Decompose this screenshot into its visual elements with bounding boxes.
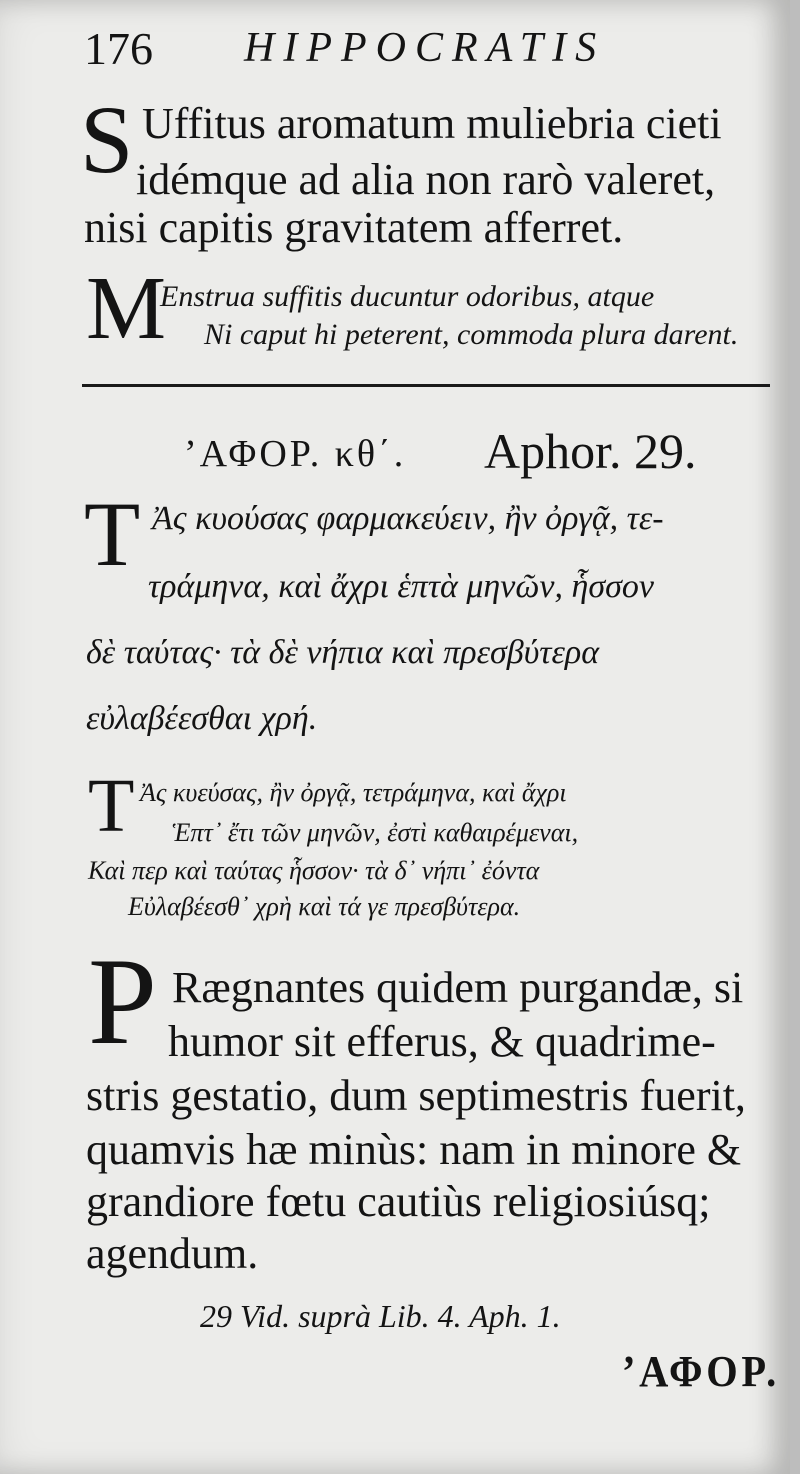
latin-line-3: nisi capitis gravitatem afferret. — [84, 203, 624, 252]
catchword: ʼΑΦΟΡ. — [622, 1347, 780, 1396]
aphorism-heading-greek: ʼΑΦΟΡ. κθ΄. — [184, 433, 407, 475]
drop-cap-t-greek: T — [84, 483, 141, 585]
drop-cap-s: S — [80, 86, 134, 193]
drop-cap-t-verse: T — [88, 764, 135, 848]
drop-cap-p: P — [88, 933, 157, 1070]
greek-line-4: εὐλαβέεσθαι χρή. — [86, 700, 318, 737]
verse-line-1: Enstrua suffitis ducuntur odoribus, atque — [160, 280, 655, 313]
latin-line-1: Uffitus aromatum muliebria cieti — [142, 99, 722, 148]
running-head: HIPPOCRATIS — [244, 25, 606, 71]
footnote: 29 Vid. suprà Lib. 4. Aph. 1. — [200, 1298, 561, 1334]
greek-verse-line-4: Εὐλαβέεσθ᾽ χρὴ καὶ τά γε πρεσβύτερα. — [128, 892, 521, 921]
verse-line-2: Ni caput hi peterent, commoda plura darent. — [204, 318, 739, 351]
greek-verse-line-1: Ἀς κυεύσας, ἢν ὀργᾷ, τετράμηνα, καὶ ἄχρι — [140, 778, 567, 807]
latin2-line-2: humor sit efferus, & quadrime- — [168, 1017, 716, 1066]
latin2-line-6: agendum. — [86, 1229, 259, 1278]
horizontal-rule — [82, 384, 770, 387]
latin2-line-3: stris gestatio, dum septimestris fuerit, — [86, 1071, 746, 1120]
latin2-line-4: quamvis hæ minùs: nam in minore & — [86, 1125, 742, 1174]
greek-line-3: δὲ ταύτας· τὰ δὲ νήπια καὶ πρεσβύτερα — [86, 634, 600, 671]
latin2-line-5: grandiore fœtu cautiùs religiosiúsq; — [86, 1177, 711, 1226]
greek-line-2: τράμηνα, καὶ ἄχρι ἑπτὰ μηνῶν, ἧσσον — [148, 568, 654, 605]
latin2-line-1: Rægnantes quidem purgandæ, si — [172, 963, 744, 1012]
greek-line-1: Ἀς κυούσας φαρμακεύειν, ἢν ὀργᾷ, τε- — [152, 500, 664, 537]
latin-line-2: idémque ad alia non rarò valeret, — [136, 155, 716, 204]
greek-verse-line-3: Καὶ περ καὶ ταύτας ἧσσον· τὰ δ᾽ νήπι᾽ ἐόντα — [88, 856, 540, 885]
drop-cap-m: M — [86, 259, 167, 358]
aphorism-heading-latin: Aphor. 29. — [484, 423, 697, 479]
greek-verse-line-2: Ἑπτ᾽ ἔτι τῶν μηνῶν, ἐστὶ καθαιρέμεναι, — [172, 818, 579, 847]
page-number: 176 — [84, 23, 153, 74]
